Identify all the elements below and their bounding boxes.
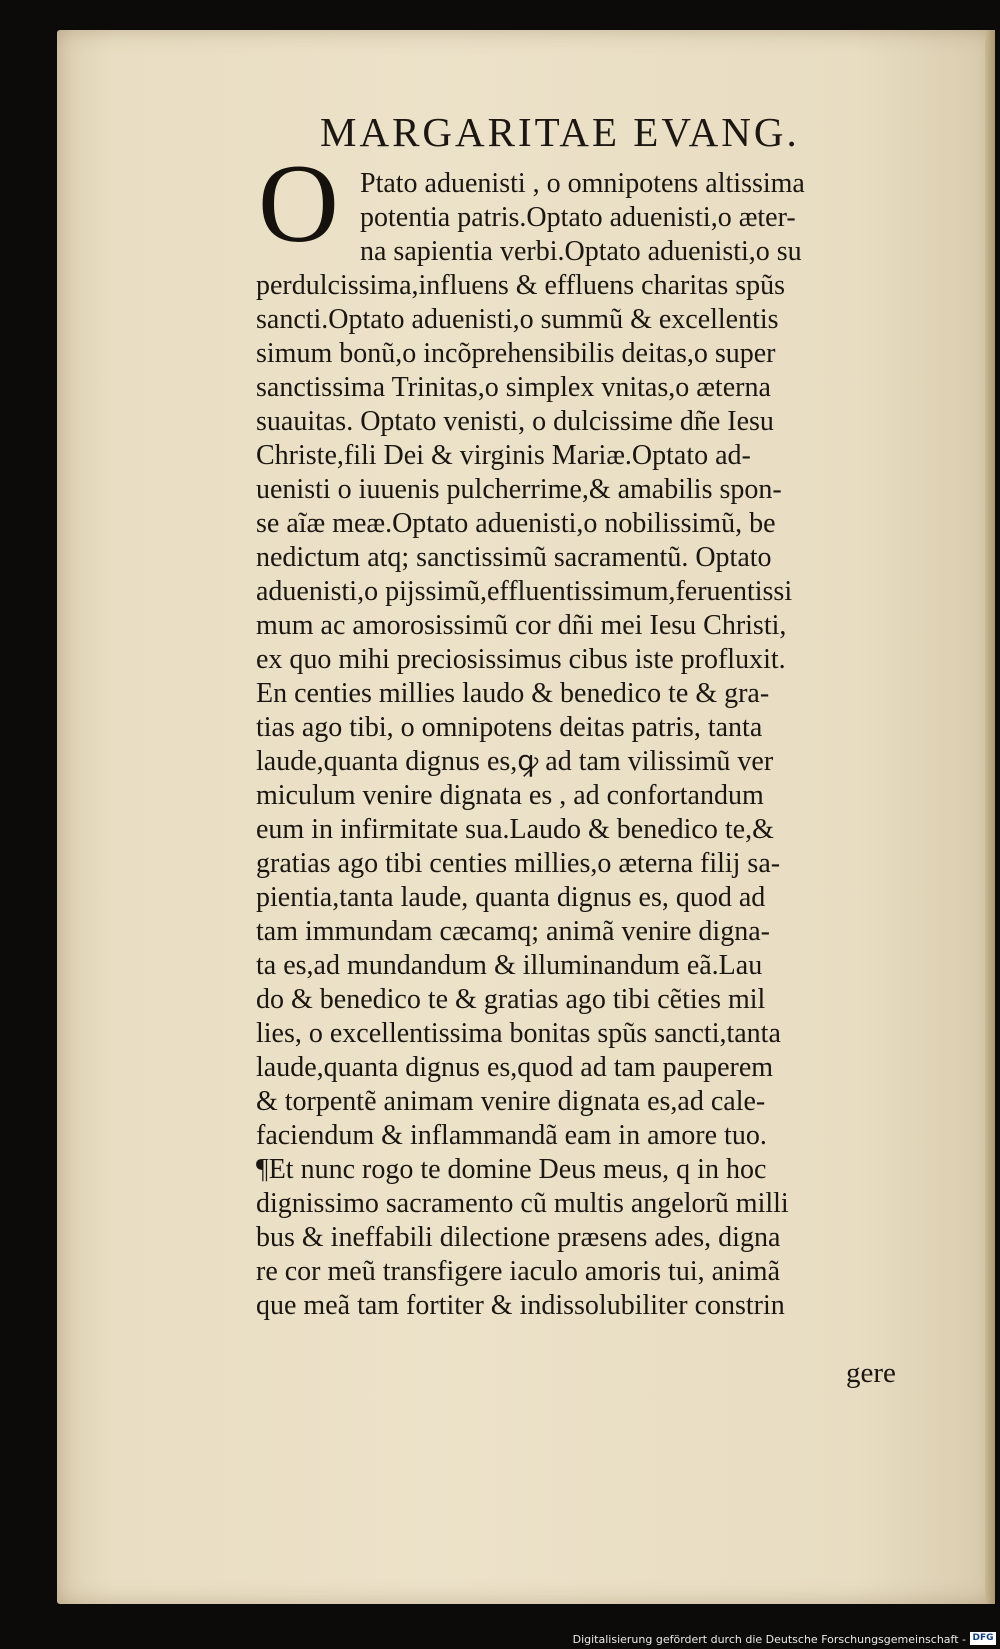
text-line: ta es,ad mundandum & illuminandum eã.Lau [256,950,763,981]
text-line: laude,quanta dignus es,ꝙ ad tam vilissimũ ver [256,746,774,777]
text-line: miculum venire dignata es , ad confortandum [256,780,764,811]
text-line: lies, o excellentissima bonitas spũs sancti,tanta [256,1018,781,1049]
text-line: se aĩæ meæ.Optato aduenisti,o nobilissimũ, be [256,508,776,539]
page-edge [985,30,995,1604]
text-line: En centies millies laudo & benedico te & gra- [256,678,770,709]
text-line: tias ago tibi, o omnipotens deitas patris, tanta [256,712,763,743]
text-line: simum bonũ,o incõprehensibilis deitas,o super [256,338,776,369]
text-line: dignissimo sacramento cũ multis angelorũ milli [256,1188,789,1219]
text-line: na sapientia verbi.Optato aduenisti,o su [360,236,802,267]
running-header: MARGARITAE EVANG. [320,109,800,155]
text-line: perdulcissima,influens & effluens charitas spũs [256,270,786,301]
text-line: que meã tam fortiter & indissolubiliter constrin [256,1290,785,1321]
text-line: suauitas. Optato venisti, o dulcissime dñe Iesu [256,406,774,437]
funding-credit: Digitalisierung gefördert durch die Deutsche Forschungsgemeinschaft - [572,1633,966,1646]
text-line: ¶Et nunc rogo te domine Deus meus, q in hoc [256,1154,767,1185]
text-line: uenisti o iuuenis pulcherrime,& amabilis spon- [256,474,782,505]
text-line: pientia,tanta laude, quanta dignus es, quod ad [256,882,766,913]
text-line: laude,quanta dignus es,quod ad tam pauperem [256,1052,774,1083]
text-line: mum ac amorosissimũ cor dñi mei Iesu Christi, [256,610,787,641]
text-line: & torpentẽ animam venire dignata es,ad cale- [256,1086,766,1117]
catchword: gere [846,1357,896,1389]
text-line: tam immundam cæcamq; animã venire digna- [256,916,770,947]
text-line: eum in infirmitate sua.Laudo & benedico te,& [256,814,774,845]
text-line: bus & ineffabili dilectione præsens ades, digna [256,1222,781,1253]
text-line: re cor meũ transfigere iaculo amoris tui, animã [256,1256,781,1287]
text-block [256,167,916,1323]
text-line: potentia patris.Optato aduenisti,o æter- [360,202,796,233]
text-line: gratias ago tibi centies millies,o æterna filij sa- [256,848,781,879]
text-line: faciendum & inflammandã eam in amore tuo. [256,1120,767,1151]
text-line: sanctissima Trinitas,o simplex vnitas,o æterna [256,372,771,403]
drop-capital: O [258,142,339,266]
text-line: Ptato aduenisti , o omnipotens altissima [360,168,805,199]
text-line: ex quo mihi preciosissimus cibus iste profluxit. [256,644,786,675]
text-line: do & benedico te & gratias ago tibi cẽties mil [256,984,766,1015]
dfg-logo: DFG [970,1632,996,1645]
text-line: sancti.Optato aduenisti,o summũ & excellentis [256,304,779,335]
text-line: Christe,fili Dei & virginis Mariæ.Optato ad- [256,440,751,471]
text-line: aduenisti,o pijssimũ,effluentissimum,feruentissi [256,576,793,607]
text-line: nedictum atq; sanctissimũ sacramentũ. Optato [256,542,772,573]
